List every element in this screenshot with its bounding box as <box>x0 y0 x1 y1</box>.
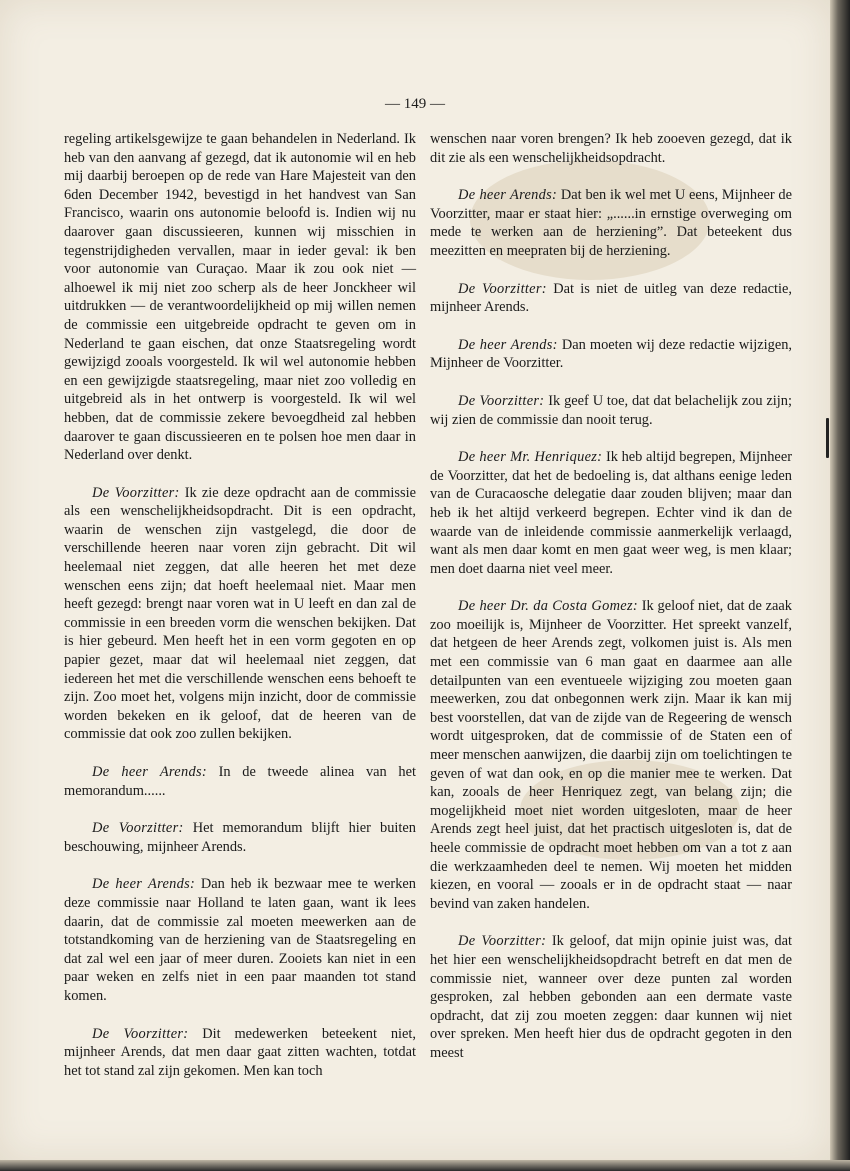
paragraph-text: wenschen naar voren brengen? Ik heb zooeven gezegd, dat ik dit zie als een wenschelijkheidsopdracht. <box>430 131 792 166</box>
paragraph <box>64 819 416 856</box>
paragraph-text: Ik geloof, dat mijn opinie juist was, dat het hier een wenschelijkheidsopdracht betreft en dat men de commissie niet, wanneer over deze punten zal worden gesproken, zal hebben gebonden aan een dermate vaste opdracht, dat zij zou moeten zeggen: daar kunnen wij niet over spreken. Men heeft hier dus de opdracht gegoten in den meest <box>430 933 792 1061</box>
speaker-label: De heer Arends: <box>458 187 558 204</box>
speaker-label: De heer Arends: <box>92 764 207 780</box>
speaker-label: De heer Arends: <box>458 336 558 353</box>
speaker-label: De heer Dr. da Costa Gomez: <box>458 598 638 615</box>
left-column <box>64 130 416 1080</box>
speaker-label: De Voorzitter: <box>92 1025 189 1042</box>
speaker-label: De Voorzitter: <box>458 280 547 297</box>
paragraph-text: Ik heb altijd begrepen, Mijnheer de Voorzitter, dat het de bedoeling is, dat althans eenige leden van de Curacaosche delegatie daar zouden blijven; maar dan heb ik het altijd verkeerd begrepen. Echter vind ik dan de waarde van de inleidende commissie aanmerkelijk verlaagd, want als men daar komt en men gaat weer weg, is men klaar; men doet daarna niet veel meer. <box>430 449 792 577</box>
paragraph <box>64 484 416 744</box>
paragraph <box>64 1025 416 1081</box>
paragraph <box>430 336 792 373</box>
margin-mark <box>826 418 829 458</box>
speaker-label: De heer Arends: <box>92 876 196 893</box>
paragraph <box>430 448 792 578</box>
paragraph-text: Ik geloof niet, dat de zaak zoo moeilijk is, Mijnheer de Voorzitter. Het spreekt vanzelf, dat hetgeen de heer Arends zegt, volkomen juist is. Als men met een commissie van 6 man gaat en daarmee aan alle detailpunten van een eventueele wijziging zou moeten gaan meewerken, zou dat onbegonnen werk zijn. Maar ik kan mij best voorstellen, dat van de zijde van de Regeering de wensch wordt uitgesproken, dat de commissie of de Staten een of meer menschen aanwijzen, die daarbij zijn om toelichtingen te geven of wat dan ook, en op die manier mee te werken. Dat kan, zooals de heer Henriquez zegt, van belang zijn; die mogelijkheid moet niet worden uitgesloten, maar de heer Arends zegt heel juist, dat het practisch uitgesloten is, dat de heele commissie de opdracht moet hebben om van a tot z aan die werkzaamheden deel te nemen. Wij moeten het midden kiezen, en vooral — zooals er in de opdracht staat — naar bevind van zaken handelen. <box>430 598 792 912</box>
speaker-label: De Voorzitter: <box>92 820 184 837</box>
paragraph-text: In de tweede alinea van het memorandum...... <box>64 764 416 799</box>
paragraph <box>430 186 792 260</box>
paragraph-text: Het memorandum blijft hier buiten beschouwing, mijnheer Arends. <box>64 820 416 855</box>
paragraph-text: Dat ben ik wel met U eens, Mijnheer de Voorzitter, maar er staat hier: „......in ernstige overweging om mede te werken aan de herziening”. Dat beteekent dus meezitten en meepraten bij de herziening. <box>430 187 792 259</box>
speaker-label: De Voorzitter: <box>458 392 545 409</box>
paragraph <box>430 130 792 167</box>
paragraph <box>64 763 416 800</box>
paragraph-text: Ik zie deze opdracht aan de commissie als een wenschelijkheidsopdracht. Dit is een opdracht, waarin de wenschen zijn vastgelegd, die door de verschillende heeren naar voren zijn gebracht. Dit wil heelemaal niet zeggen, dat alle heeren het met deze wenschen eens zijn; dat hoeft heelemaal niet. Maar men heeft gezegd: brengt naar voren wat in U leeft en dan zal de commissie in een breeden vorm die wenschen bekijken. Dat is hier gebeurd. Men heeft het in een vorm gegoten en op papier gezet, maar dat wil heelemaal niet zeggen, dat iedereen het met die verschillende wenschen eens behoeft te zijn. Zoo moet het, volgens mijn inzicht, door de commissie worden bekeken en ik geloof, dat de heeren van de commissie dat ook zoo zullen bekijken. <box>64 484 416 743</box>
paragraph <box>430 597 792 913</box>
paragraph <box>430 280 792 317</box>
page-edge-bottom <box>0 1160 850 1171</box>
paragraph-text: Dit medewerken beteekent niet, mijnheer Arends, dat men daar gaat zitten wachten, totdat het tot stand zal zijn gekomen. Men kan toch <box>64 1025 416 1079</box>
paragraph <box>430 392 792 429</box>
paragraph <box>430 932 792 1062</box>
page-edge-right <box>830 0 850 1171</box>
right-column <box>430 130 792 1063</box>
paragraph <box>64 130 416 465</box>
speaker-label: De heer Mr. Henriquez: <box>458 449 603 466</box>
paragraph-text: Dan heb ik bezwaar mee te werken deze commissie naar Holland te laten gaan, want ik lees daarin, dat de commissie zal moeten meewerken aan de totstandkoming van de herziening van de Staatsregeling en dat zal wel een jaar of meer duren. Zooiets kan niet in een paar weken en zelfs niet in een paar maanden tot stand komen. <box>64 876 416 1004</box>
paragraph-text: Dan moeten wij deze redactie wijzigen, Mijnheer de Voorzitter. <box>430 336 793 372</box>
speaker-label: De Voorzitter: <box>458 933 547 950</box>
paragraph-text: Dat is niet de uitleg van deze redactie, mijnheer Arends. <box>430 280 792 316</box>
paragraph <box>64 875 416 1005</box>
page-number: — 149 — <box>385 96 445 112</box>
paragraph-text: Ik geef U toe, dat dat belachelijk zou zijn; wij zien de commissie dan nooit terug. <box>430 392 792 428</box>
speaker-label: De Voorzitter: <box>92 484 180 501</box>
paragraph-text: regeling artikelsgewijze te gaan behandelen in Nederland. Ik heb van den aanvang af gezegd, dat ik autonomie wil en heb mij daarbij beroepen op de rede van Hare Majesteit van den 6den December 1942, bevestigd in het handvest van San Francisco, waarin ons autonomie beloofd is. Indien wij nu daarover gaan discussieeren, kunnen wij misschien in tegenstrijdigheden vervallen, maar in ieder geval: ik ben voor autonomie van Curaçao. Maar ik zou ook niet — alhoewel ik mij niet zoo scherp als de heer Jonckheer wil uitdrukken — de verantwoordelijkheid op mij willen nemen de commissie een uitgebreide opdracht te geven om in Nederland te gaan eischen, dat onze Staatsregeling wordt gewijzigd zooals voorgesteld. Ik wil wel autonomie hebben en een gewijzigde staatsregeling, maar niet zoo volledig en uitgebreid als in het ontwerp is voorgesteld. Ik wil wel hebben, dat de commissie zekere bevoegdheid zal hebben daarover te gaan discussieeren en te polsen hoe men daar in Nederland over denkt. <box>64 131 416 464</box>
